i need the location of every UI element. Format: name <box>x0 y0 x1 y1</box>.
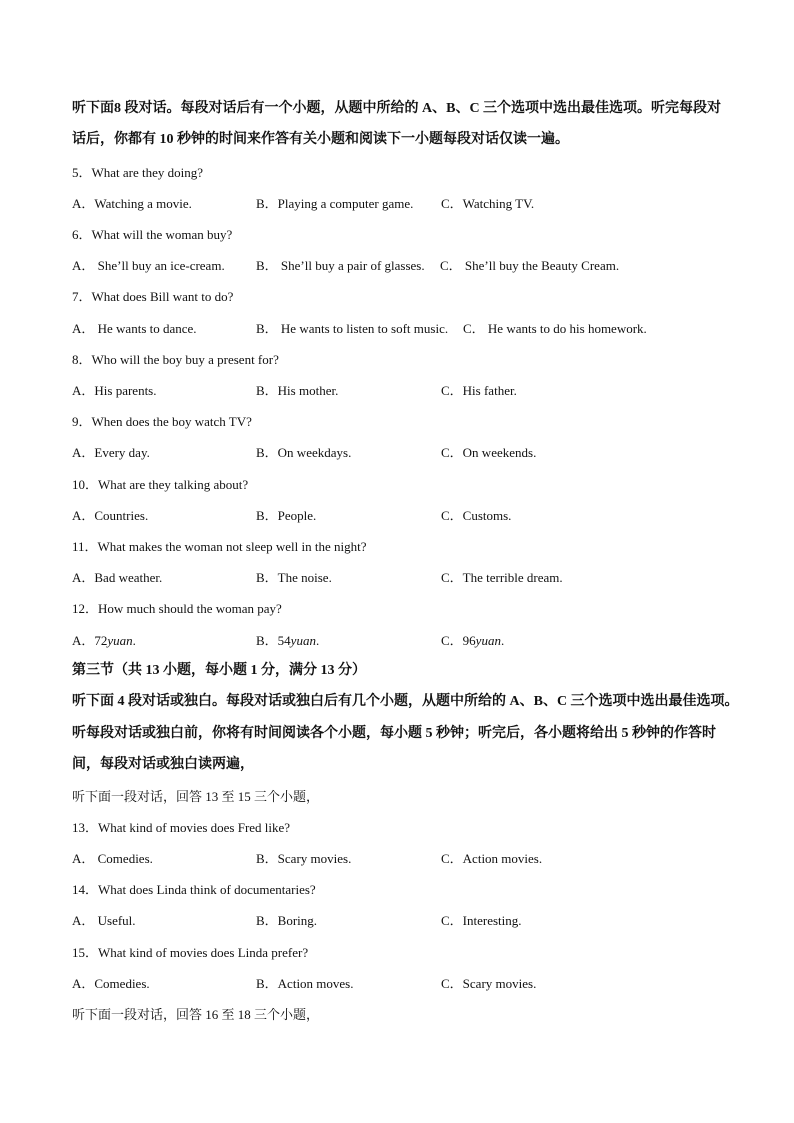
option-c-end: . <box>500 633 505 648</box>
option-a: A． He wants to dance. <box>72 321 197 336</box>
option-c-unit: yuan <box>475 633 501 648</box>
question-stem: 12．How much should the woman pay? <box>72 601 282 616</box>
option-a-amount: A．72 <box>72 633 108 648</box>
option-a: A．Every day. <box>72 445 150 460</box>
option-c: C．Watching TV. <box>441 196 535 211</box>
question-stem: 9．When does the boy watch TV? <box>72 414 252 429</box>
option-b-amount: B．54 <box>256 633 291 648</box>
option-a: A． Comedies. <box>72 851 153 866</box>
section-intro-line-1: 听下面8 段对话。每段对话后有一个小题，从题中所给的 A、B、C 三个选项中选出最佳选项。听完每段对 <box>72 101 722 116</box>
option-c: C．Interesting. <box>441 913 522 928</box>
option-c: C．Action movies. <box>441 851 543 866</box>
option-b: B．Action moves. <box>256 976 354 991</box>
option-a-end: . <box>132 633 136 648</box>
question-stem: 15．What kind of movies does Linda prefer? <box>72 945 309 960</box>
option-a-unit: yuan <box>107 633 133 648</box>
option-a <box>72 633 136 649</box>
option-c: C． She’ll buy the Beauty Cream. <box>440 258 620 273</box>
option-a: A．Comedies. <box>72 976 150 991</box>
option-b: B．His mother. <box>256 383 339 398</box>
option-a: A． She’ll buy an ice-cream. <box>72 258 225 273</box>
option-b: B．On weekdays. <box>256 445 352 460</box>
option-c-amount: C．96 <box>441 633 476 648</box>
option-c <box>441 633 504 649</box>
dialogue-lead: 听下面一段对话，回答 16 至 18 三个小题， <box>72 1007 320 1022</box>
option-a: A． Useful. <box>72 913 136 928</box>
option-b: B．Playing a computer game. <box>256 196 414 211</box>
question-stem: 11．What makes the woman not sleep well in the night? <box>72 539 367 554</box>
option-a: A．Countries. <box>72 508 149 523</box>
option-b: B． She’ll buy a pair of glasses. <box>256 258 425 273</box>
option-c: C．The terrible dream. <box>441 570 563 585</box>
option-b <box>256 633 319 649</box>
question-stem: 7．What does Bill want to do? <box>72 289 234 304</box>
question-stem: 10．What are they talking about? <box>72 477 249 492</box>
option-c: C．On weekends. <box>441 445 537 460</box>
option-b: B．The noise. <box>256 570 332 585</box>
section-intro-line-2: 听每段对话或独白前，你将有时间阅读各个小题，每小题 5 秒钟；听完后，各小题将给出 5 秒钟的作答时 <box>72 726 716 741</box>
section-intro-line-1: 听下面 4 段对话或独白。每段对话或独白后有几个小题，从题中所给的 A、B、C 三个选项中选出最佳选项。 <box>72 694 739 709</box>
option-b: B．People. <box>256 508 317 523</box>
section-title: 第三节（共 13 小题，每小题 1 分，满分 13 分） <box>72 663 366 678</box>
option-c: C． He wants to do his homework. <box>463 321 647 336</box>
option-c: C．Customs. <box>441 508 512 523</box>
option-a: A．Watching a movie. <box>72 196 192 211</box>
option-a: A．His parents. <box>72 383 157 398</box>
option-b-end: . <box>315 633 320 648</box>
question-stem: 13．What kind of movies does Fred like? <box>72 820 291 835</box>
question-stem: 8．Who will the boy buy a present for? <box>72 352 279 367</box>
option-b: B．Boring. <box>256 913 318 928</box>
option-a: A．Bad weather. <box>72 570 163 585</box>
option-b: B． He wants to listen to soft music. <box>256 321 449 336</box>
question-stem: 14．What does Linda think of documentaries? <box>72 882 316 897</box>
option-b: B．Scary movies. <box>256 851 352 866</box>
option-c: C．Scary movies. <box>441 976 537 991</box>
question-stem: 6．What will the woman buy? <box>72 227 233 242</box>
section-intro-line-3: 间，每段对话或独白读两遍， <box>72 757 254 772</box>
option-b-unit: yuan <box>290 633 316 648</box>
section-intro-line-2: 话后，你都有 10 秒钟的时间来作答有关小题和阅读下一小题每段对话仅读一遍。 <box>72 132 569 147</box>
dialogue-lead: 听下面一段对话，回答 13 至 15 三个小题， <box>72 789 320 804</box>
option-c: C．His father. <box>441 383 517 398</box>
question-stem: 5．What are they doing? <box>72 165 204 180</box>
